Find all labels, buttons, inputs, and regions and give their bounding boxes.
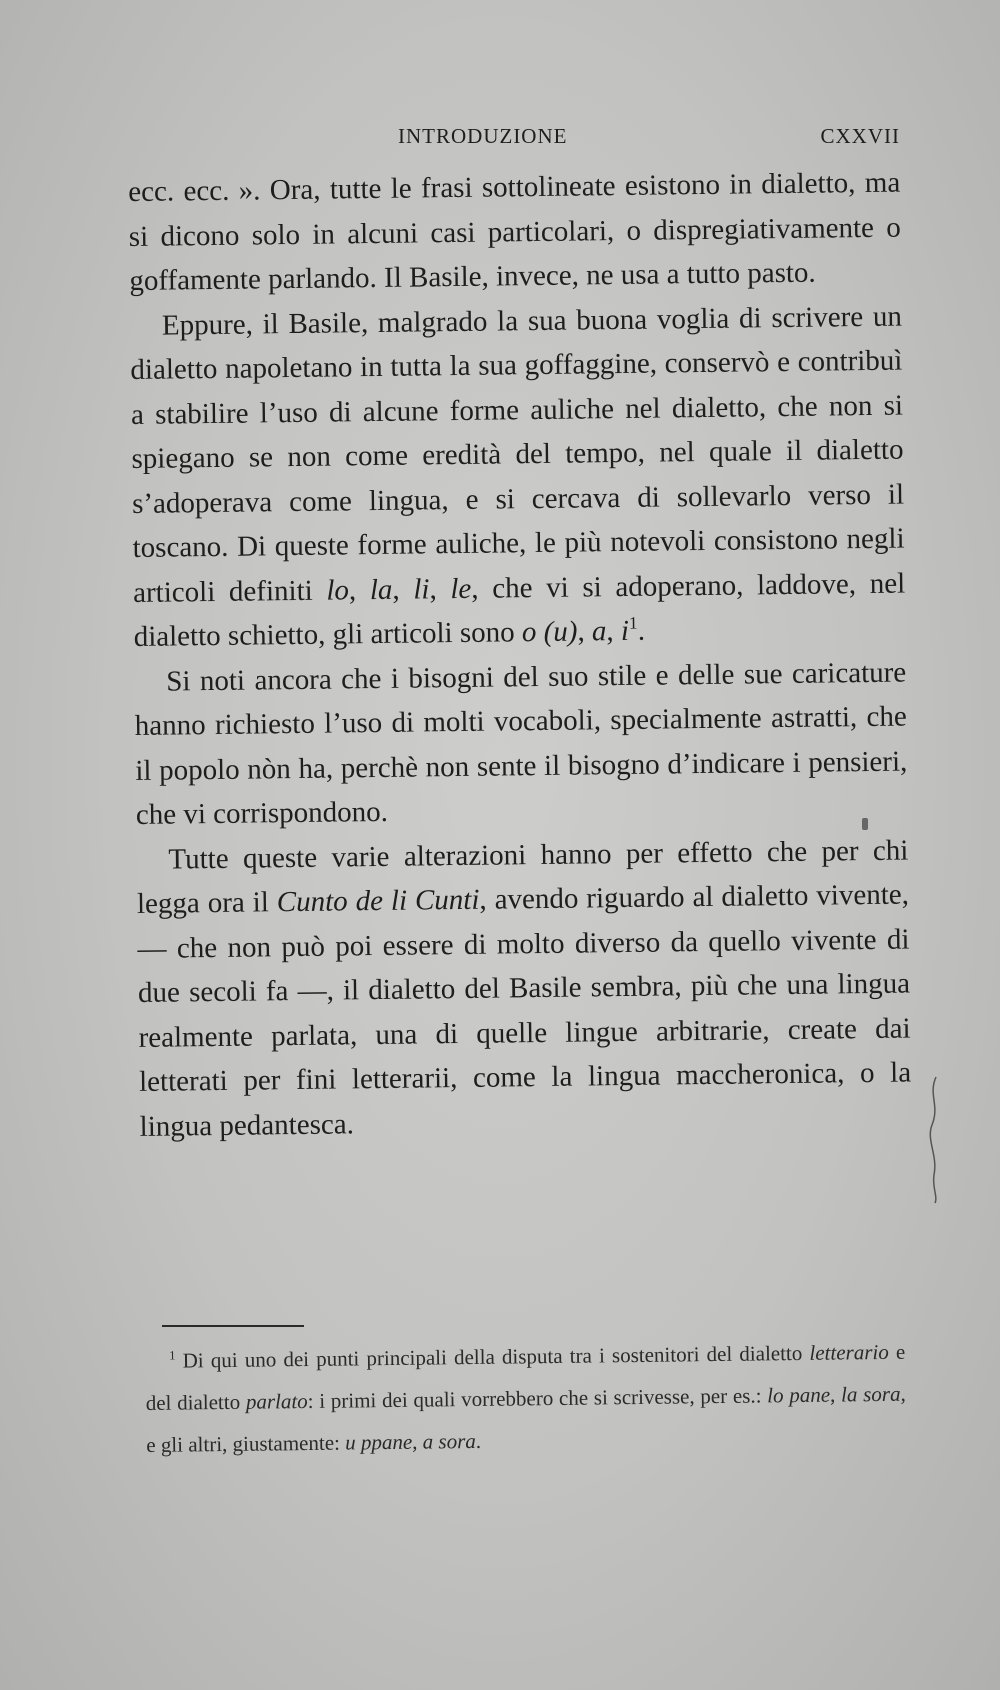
term-parlato: parlato — [245, 1389, 308, 1414]
separator: , — [829, 1382, 842, 1407]
separator: , — [392, 573, 414, 606]
paragraph-2-end: . — [637, 614, 646, 647]
running-header — [140, 124, 900, 150]
separator: , — [429, 572, 451, 605]
paragraph-3: Si noti ancora che i bisogni del suo stile e delle sue caricature hanno richiesto l’uso di molti vocaboli, specialmente astratti, che il popolo nòn ha, perchè non sente il bisogno d’indicare i pensieri, che vi corrispondono. — [134, 656, 908, 831]
article-li: li — [413, 572, 430, 606]
footnote-end: . — [475, 1428, 482, 1453]
article-lo: lo — [326, 573, 350, 607]
term-letterario: letterario — [809, 1339, 889, 1365]
footnote-text-b: e del dialetto — [145, 1339, 906, 1415]
footnote — [145, 1331, 906, 1466]
separator: , — [348, 573, 371, 606]
paragraph-1: ecc. ecc. ». Ora, tutte le frasi sottolineate esistono in dialetto, ma si dicono solo in alcuni casi particolari, o dispregiativamente o goffamente parlando. Il Basile, invece, ne usa a tutto pasto. — [128, 166, 901, 297]
footnote-text-a: Di qui uno dei punti principali della disputa tra i sostenitori del dialetto — [175, 1340, 810, 1373]
separator: , — [577, 615, 593, 648]
paragraph-2-text-a: Eppure, il Basile, malgrado la sua buona voglia di scrivere un dialetto napoletano in tutta la sua goffaggine, conservò e contribuì a stabilire l’uso di alcune forme auliche nel dialetto, che non si spiegano se non come eredità del tempo, nel quale il dialetto s’adoperava come lingua, e si cercava di sollevarlo verso il toscano. Di queste forme auliche, le più notevoli consistono negli articoli definiti — [130, 300, 905, 609]
example-u-ppane: u ppane — [344, 1429, 413, 1455]
footnote-text-d: , e gli altri, giustamente: — [146, 1381, 906, 1457]
article-u: (u) — [543, 615, 578, 648]
article-o: o — [521, 616, 537, 649]
page-number: CXXVII — [820, 124, 900, 148]
ink-speck — [862, 818, 868, 830]
footnote-text-c: : i primi dei quali vorrebbero che si scrivesse, per es.: — [307, 1383, 768, 1414]
running-title: INTRODUZIONE — [398, 124, 568, 148]
example-la-sora: la sora — [840, 1381, 901, 1407]
separator: , — [412, 1429, 423, 1454]
footnote-1 — [145, 1331, 906, 1466]
main-text — [128, 161, 912, 1149]
paragraph-4-text-a: Tutte queste varie alterazioni hanno per effetto che per chi legga ora il — [136, 834, 909, 920]
footnote-rule — [162, 1325, 304, 1327]
paragraph-4-text-b: , avendo riguardo al dialetto vivente, — che non può poi essere di molto diverso da quello vivente di due secoli fa —, il dialetto del Basile sembra, più che una lingua realmente parlata, una di quelle lingue arbitrarie, create dai letterati per fini letterarii, come la lingua maccheronica, o la lingua pedantesca. — [137, 878, 912, 1143]
margin-bracket-mark — [926, 1075, 942, 1205]
example-a-sora: a sora — [422, 1428, 476, 1454]
paragraph-2-text-b: , che vi si adoperano, laddove, nel dialetto schietto, gli articoli sono — [133, 567, 906, 653]
article-le: le — [450, 572, 472, 605]
work-title: Cunto de li Cunti — [276, 883, 480, 919]
footnote-marker: 1 — [169, 1348, 176, 1363]
article-la: la — [369, 573, 393, 606]
separator: , — [606, 615, 622, 648]
footnote-reference: 1 — [628, 612, 638, 633]
article-i: i — [620, 614, 630, 648]
article-a: a — [591, 615, 607, 648]
paragraph-2 — [130, 294, 906, 659]
example-lo-pane: lo pane — [767, 1382, 831, 1408]
paragraph-4 — [136, 828, 912, 1149]
